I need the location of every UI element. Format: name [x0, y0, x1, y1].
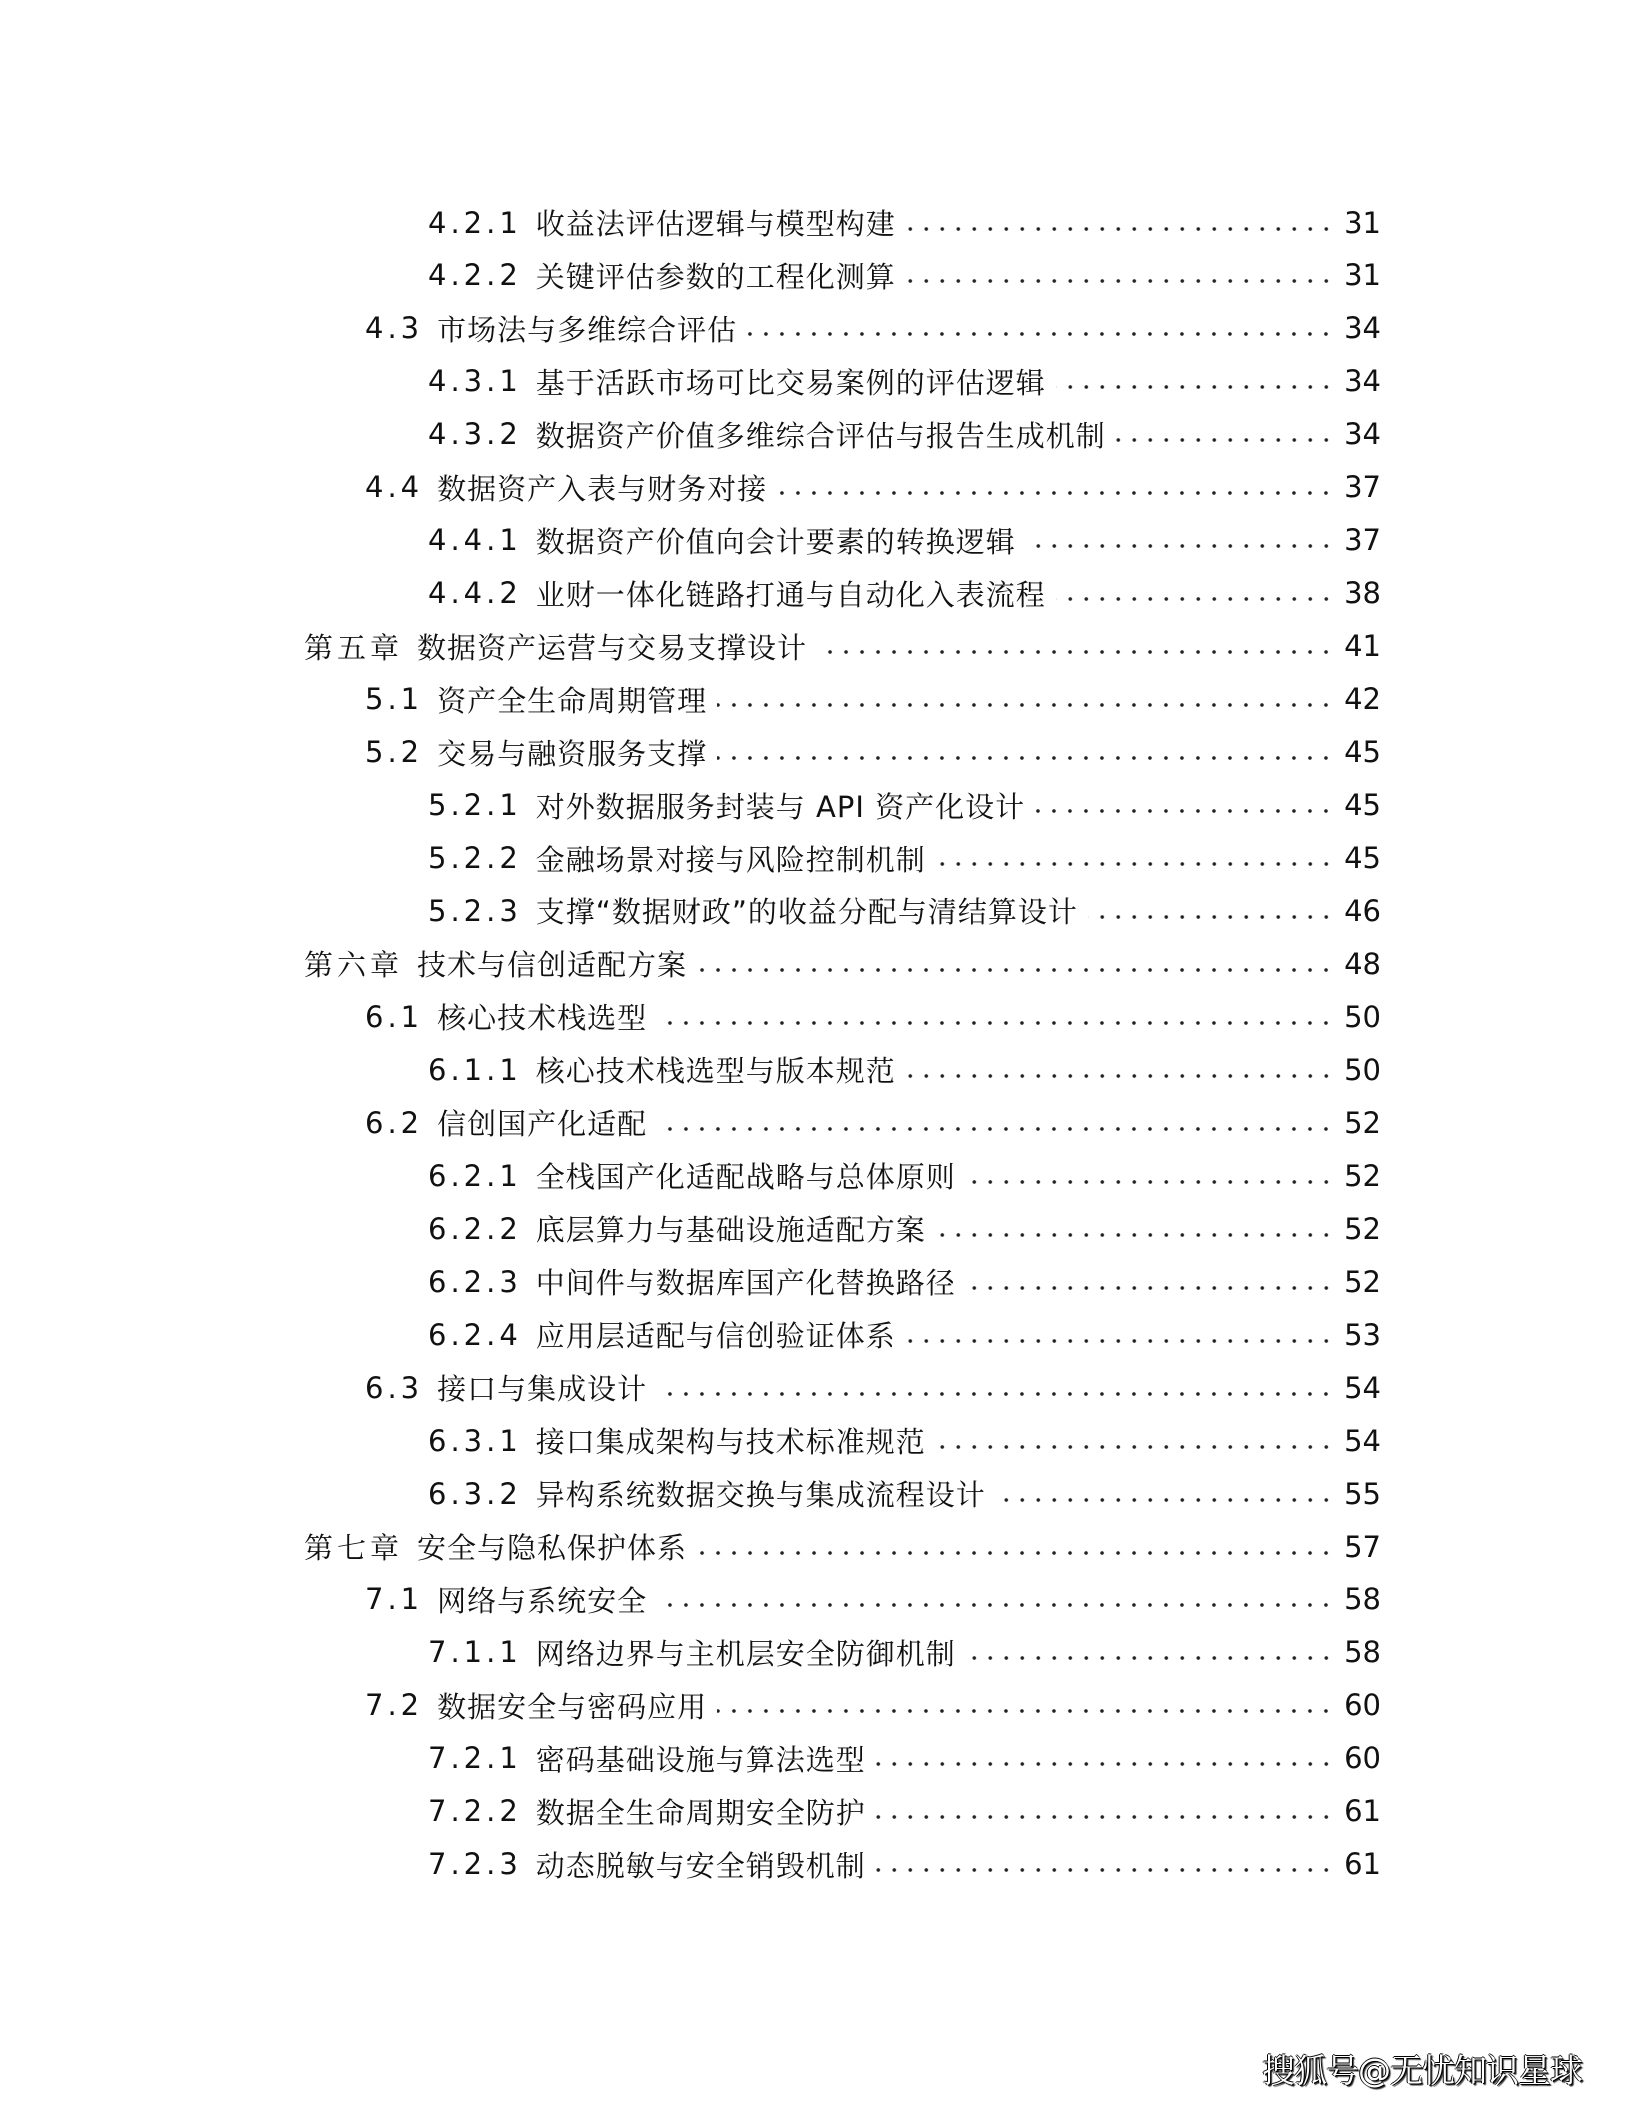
dot-leader [1056, 384, 1334, 390]
toc-entry-page: 37 [1344, 470, 1381, 505]
dot-leader [876, 1761, 1334, 1767]
toc-entry-title: 对外数据服务封装与 API 资产化设计 [535, 789, 1026, 824]
toc-entry-number: 6.1.1 [428, 1052, 522, 1087]
toc-entry-title: 接口与集成设计 [437, 1372, 648, 1407]
dot-leader [936, 861, 1334, 867]
toc-entry[interactable] [304, 1520, 1381, 1573]
toc-entry-number: 7.2 [365, 1688, 424, 1723]
toc-entry-number: 6.3.2 [428, 1476, 522, 1511]
toc-entry[interactable] [428, 355, 1381, 408]
toc-entry-title: 数据安全与密码应用 [437, 1689, 708, 1724]
toc-entry-number: 第五章 [304, 630, 404, 665]
toc-entry-number: 6.3 [365, 1370, 424, 1405]
toc-entry-title: 业财一体化链路打通与自动化入表流程 [535, 577, 1046, 612]
toc-entry-title: 技术与信创适配方案 [417, 948, 688, 983]
toc-entry-page: 34 [1344, 311, 1381, 346]
toc-entry-title: 支撑“数据财政”的收益分配与清结算设计 [535, 895, 1078, 930]
dot-leader [657, 1126, 1334, 1132]
toc-entry-number: 4.2.2 [428, 258, 522, 293]
toc-entry-page: 46 [1344, 893, 1381, 928]
toc-entry-page: 52 [1344, 1264, 1381, 1299]
toc-entry-number: 4.3.2 [428, 417, 522, 452]
toc-entry-title: 应用层适配与信创验证体系 [535, 1319, 896, 1354]
toc-entry-title: 接口集成架构与技术标准规范 [535, 1425, 926, 1460]
toc-entry[interactable] [428, 1732, 1381, 1785]
dot-leader [657, 1020, 1334, 1026]
toc-entry[interactable] [304, 937, 1381, 990]
dot-leader [657, 1602, 1334, 1608]
dot-leader [717, 1708, 1334, 1714]
toc-entry-page: 58 [1344, 1582, 1381, 1617]
toc-entry-page: 57 [1344, 1529, 1381, 1564]
dot-leader [966, 1285, 1334, 1291]
toc-entry-page: 42 [1344, 682, 1381, 717]
dot-leader [1035, 808, 1334, 814]
dot-leader [936, 1444, 1334, 1450]
toc-entry-number: 6.2 [365, 1105, 424, 1140]
toc-entry-page: 52 [1344, 1211, 1381, 1246]
dot-leader [697, 967, 1334, 973]
toc-entry[interactable] [304, 620, 1381, 673]
toc-entry-page: 55 [1344, 1476, 1381, 1511]
dot-leader [906, 226, 1334, 232]
dot-leader [906, 278, 1334, 284]
toc-entry-page: 37 [1344, 523, 1381, 558]
toc-entry-title: 数据资产价值多维综合评估与报告生成机制 [535, 418, 1106, 453]
toc-entry-title: 数据资产运营与交易支撑设计 [417, 630, 808, 665]
toc-entry-page: 54 [1344, 1370, 1381, 1405]
dot-leader [1088, 914, 1334, 920]
toc-entry[interactable] [428, 1308, 1381, 1361]
toc-entry-number: 7.2.2 [428, 1794, 522, 1829]
toc-entry-page: 34 [1344, 417, 1381, 452]
toc-entry-page: 48 [1344, 946, 1381, 981]
toc-entry-title: 关键评估参数的工程化测算 [535, 259, 896, 294]
toc-entry[interactable] [428, 514, 1381, 567]
toc-entry-number: 7.2.3 [428, 1847, 522, 1882]
dot-leader [817, 649, 1334, 655]
toc-entry-title: 中间件与数据库国产化替换路径 [535, 1266, 956, 1301]
toc-entry-title: 收益法评估逻辑与模型构建 [535, 207, 896, 241]
dot-leader [876, 1814, 1334, 1820]
dot-leader [717, 702, 1334, 708]
toc-entry-page: 60 [1344, 1741, 1381, 1776]
toc-entry-number: 4.4 [365, 470, 424, 505]
toc-entry[interactable] [428, 1414, 1381, 1467]
dot-leader [1116, 437, 1334, 443]
toc-entry-page: 45 [1344, 841, 1381, 876]
toc-entry-number: 4.3.1 [428, 364, 522, 399]
toc-entry-title: 动态脱敏与安全销毁机制 [535, 1848, 866, 1883]
toc-entry-title: 核心技术栈选型 [437, 1001, 648, 1036]
toc-entry[interactable] [365, 990, 1381, 1043]
toc-entry-title: 金融场景对接与风险控制机制 [535, 842, 926, 877]
toc-entry-number: 6.2.2 [428, 1211, 522, 1246]
toc-entry[interactable] [428, 196, 1381, 249]
toc-entry-page: 31 [1344, 205, 1381, 240]
toc-entry-title: 密码基础设施与算法选型 [535, 1742, 866, 1777]
toc-entry[interactable] [428, 1838, 1381, 1891]
toc-entry-number: 4.4.2 [428, 576, 522, 611]
dot-leader [1026, 543, 1334, 549]
toc-entry-title: 网络边界与主机层安全防御机制 [535, 1636, 956, 1671]
toc-entry-page: 41 [1344, 629, 1381, 664]
toc-entry-title: 数据资产入表与财务对接 [437, 471, 768, 506]
toc-entry[interactable] [365, 726, 1381, 779]
dot-leader [876, 1867, 1334, 1873]
toc-entry-title: 异构系统数据交换与集成流程设计 [535, 1478, 986, 1513]
toc-entry-title: 资产全生命周期管理 [437, 683, 708, 718]
toc-entry-number: 7.1 [365, 1582, 424, 1617]
toc-entry-number: 5.2.2 [428, 841, 522, 876]
toc-entry[interactable] [428, 1149, 1381, 1202]
toc-entry-number: 5.2.3 [428, 893, 522, 928]
dot-leader [906, 1073, 1334, 1079]
toc-entry-page: 38 [1344, 576, 1381, 611]
toc-entry[interactable] [428, 567, 1381, 620]
toc-entry[interactable] [428, 1255, 1381, 1308]
toc-entry-number: 4.4.1 [428, 523, 522, 558]
toc-entry[interactable] [365, 302, 1381, 355]
toc-entry[interactable] [428, 1043, 1381, 1096]
dot-leader [697, 1550, 1334, 1556]
toc-entry-title: 基于活跃市场可比交易案例的评估逻辑 [535, 365, 1046, 400]
toc-entry[interactable] [428, 1785, 1381, 1838]
toc-entry-number: 6.2.4 [428, 1317, 522, 1352]
toc-entry-number: 6.2.1 [428, 1158, 522, 1193]
toc-entry-number: 7.1.1 [428, 1635, 522, 1670]
toc-entry-number: 5.1 [365, 682, 424, 717]
toc-entry-page: 52 [1344, 1158, 1381, 1193]
toc-entry[interactable] [365, 1679, 1381, 1732]
toc-entry-page: 52 [1344, 1105, 1381, 1140]
toc-entry-page: 60 [1344, 1688, 1381, 1723]
dot-leader [996, 1497, 1334, 1503]
toc-entry[interactable] [428, 884, 1381, 937]
dot-leader [906, 1338, 1334, 1344]
toc-entry-page: 34 [1344, 364, 1381, 399]
toc-entry-number: 7.2.1 [428, 1741, 522, 1776]
toc-entry[interactable] [428, 249, 1381, 302]
toc-entry[interactable] [428, 1467, 1381, 1520]
toc-entry-title: 核心技术栈选型与版本规范 [535, 1054, 896, 1089]
toc-entry-number: 5.2.1 [428, 788, 522, 823]
toc-entry-title: 全栈国产化适配战略与总体原则 [535, 1160, 956, 1195]
dot-leader [966, 1179, 1334, 1185]
dot-leader [936, 1232, 1334, 1238]
dot-leader [966, 1655, 1334, 1661]
toc-entry[interactable] [365, 1361, 1381, 1414]
toc-entry[interactable] [365, 1096, 1381, 1149]
toc-entry[interactable] [365, 461, 1381, 514]
toc-entry-title: 市场法与多维综合评估 [437, 312, 738, 347]
toc-entry-page: 61 [1344, 1847, 1381, 1882]
toc-entry[interactable] [428, 408, 1381, 461]
dot-leader [717, 755, 1334, 761]
dot-leader [747, 331, 1334, 337]
toc-entry[interactable] [365, 673, 1381, 726]
toc-entry-page: 53 [1344, 1317, 1381, 1352]
toc-entry-page: 31 [1344, 258, 1381, 293]
toc-entry-title: 交易与融资服务支撑 [437, 736, 708, 771]
toc-entry-number: 6.2.3 [428, 1264, 522, 1299]
dot-leader [657, 1391, 1334, 1397]
toc-entry-title: 数据全生命周期安全防护 [535, 1795, 866, 1830]
toc-entry-number: 第七章 [304, 1531, 404, 1565]
toc-entry[interactable] [428, 779, 1381, 832]
toc-entry-page: 50 [1344, 1052, 1381, 1087]
toc-entry-number: 6.1 [365, 999, 424, 1034]
toc-entry-page: 45 [1344, 735, 1381, 770]
toc-entry-page: 54 [1344, 1423, 1381, 1458]
toc-entry-title: 安全与隐私保护体系 [417, 1531, 688, 1565]
toc-entry-number: 5.2 [365, 735, 424, 770]
toc-entry-title: 网络与系统安全 [437, 1583, 648, 1618]
toc-entry-page: 61 [1344, 1794, 1381, 1829]
dot-leader [777, 490, 1334, 496]
toc-entry[interactable] [428, 832, 1381, 885]
toc-entry[interactable] [365, 1573, 1381, 1626]
watermark: 搜狐号@无忧知识星球 [1262, 2051, 1582, 2090]
dot-leader [1056, 596, 1334, 602]
toc-entry[interactable] [428, 1202, 1381, 1255]
toc-entry-number: 4.3 [365, 311, 424, 346]
toc-entry-title: 底层算力与基础设施适配方案 [535, 1213, 926, 1248]
toc-entry-title: 数据资产价值向会计要素的转换逻辑 [535, 524, 1016, 559]
toc-entry-number: 4.2.1 [428, 205, 522, 240]
toc-entry[interactable] [428, 1626, 1381, 1679]
toc-entry-page: 58 [1344, 1635, 1381, 1670]
toc-entry-number: 第六章 [304, 948, 404, 983]
toc-entry-page: 50 [1344, 999, 1381, 1034]
toc-entry-page: 45 [1344, 788, 1381, 823]
toc-entry-title: 信创国产化适配 [437, 1107, 648, 1142]
toc-entry-number: 6.3.1 [428, 1423, 522, 1458]
